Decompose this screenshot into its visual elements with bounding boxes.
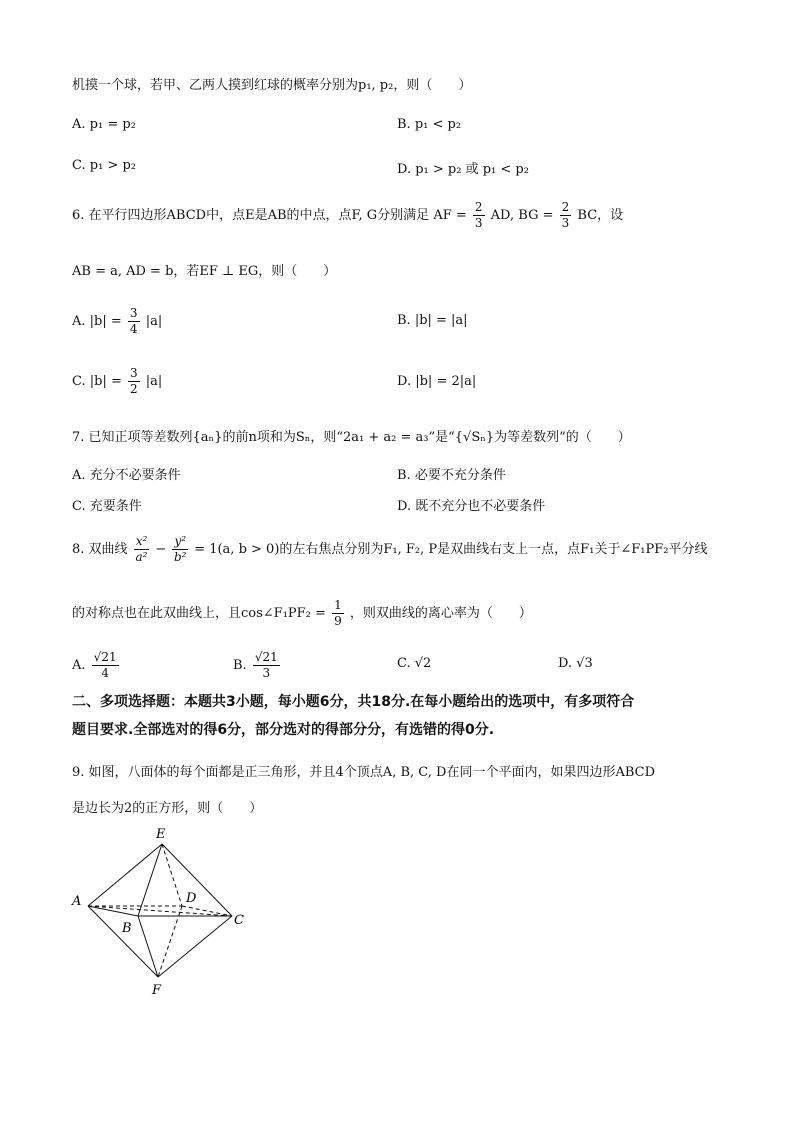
edge-ed xyxy=(162,844,182,906)
octahedron-figure xyxy=(60,820,260,1000)
q6-c-prefix: C. |b| = xyxy=(72,374,126,389)
edge-ac xyxy=(88,906,232,916)
q8-line2-pre: 的对称点也在此双曲线上，且cos∠F₁PF₂ = xyxy=(72,606,326,621)
edge-cf xyxy=(158,916,232,977)
q5-option-c[interactable]: C. p₁ > p₂ xyxy=(72,158,136,173)
q6-a-prefix: A. |b| = xyxy=(72,314,126,329)
label-d: D xyxy=(186,891,197,906)
edge-eb xyxy=(138,844,162,916)
q8-a-label: A. xyxy=(72,658,86,673)
q8-cos-num: 1 xyxy=(334,598,342,612)
q7-option-c[interactable]: C. 充要条件 xyxy=(72,499,142,514)
q8-minus: − xyxy=(155,542,167,557)
q8-fraction-cos xyxy=(332,598,344,629)
q5-option-b[interactable]: B. p₁ < p₂ xyxy=(397,117,462,132)
edge-ab xyxy=(88,906,138,916)
q8-frac-x-num: x² xyxy=(135,534,148,548)
q6-c-num: 3 xyxy=(130,366,138,380)
q7-option-d[interactable]: D. 既不充分也不必要条件 xyxy=(397,499,546,514)
q9-line2: 是边长为2的正方形，则（ ） xyxy=(72,801,263,816)
q8-option-a[interactable] xyxy=(72,650,121,681)
q8-cos-den: 9 xyxy=(334,614,342,628)
q6-a-fraction xyxy=(128,306,140,337)
q6-option-d[interactable]: D. |b| = 2|a| xyxy=(397,374,477,389)
q8-frac-y-num: y² xyxy=(174,534,187,548)
q8-option-b[interactable] xyxy=(233,650,282,681)
q8-frac-x-den: a² xyxy=(135,550,148,564)
q8-option-c[interactable]: C. √2 xyxy=(397,656,432,671)
edge-df xyxy=(158,906,182,977)
section2-header xyxy=(72,688,722,744)
q6-af-label: AF = xyxy=(433,208,471,223)
q6-option-a[interactable] xyxy=(72,306,162,337)
section2-line2: 题目要求.全部选对的得6分，部分选对的得部分分，有选错的得0分. xyxy=(72,722,495,738)
q8-stem-start: 8. 双曲线 xyxy=(72,542,128,557)
q6-option-c[interactable] xyxy=(72,366,162,397)
q5-stem: 机摸一个球，若甲、乙两人摸到红球的概率分别为p₁, p₂，则（ ） xyxy=(72,78,472,93)
q6-frac-num-1: 2 xyxy=(474,200,483,214)
q6-frac-den-1: 3 xyxy=(474,216,483,230)
q8-b-fraction xyxy=(253,650,280,681)
edge-ea xyxy=(88,844,162,906)
q7-option-b[interactable]: B. 必要不充分条件 xyxy=(397,468,506,483)
q5-option-a[interactable]: A. p₁ = p₂ xyxy=(72,117,136,132)
q6-fraction-af xyxy=(473,200,485,231)
q8-b-den: 3 xyxy=(262,666,271,680)
q6-line1 xyxy=(72,200,623,231)
q6-a-den: 4 xyxy=(129,322,138,336)
q6-frac-num-2: 2 xyxy=(561,200,570,214)
q8-b-num: √21 xyxy=(254,650,278,664)
edge-af xyxy=(88,906,158,977)
q8-frac-y-den: b² xyxy=(174,550,187,564)
q6-c-fraction xyxy=(128,366,140,397)
label-a: A xyxy=(72,894,82,909)
q6-stem-start: 6. 在平行四边形ABCD中，点E是AB的中点，点F, G分别满足 xyxy=(72,208,430,223)
label-c: C xyxy=(234,913,244,928)
label-f: F xyxy=(152,983,162,998)
q6-a-suffix: |a| xyxy=(145,314,163,329)
q6-c-den: 2 xyxy=(130,382,138,396)
q8-fraction-x xyxy=(134,534,150,565)
q6-c-suffix: |a| xyxy=(145,374,163,389)
q6-line2: AB = a, AD = b，若EF ⊥ EG，则（ ） xyxy=(72,264,337,279)
q6-ad-bg-label: AD, BG = xyxy=(490,208,558,223)
q8-a-fraction xyxy=(92,650,119,681)
q8-line1 xyxy=(72,534,707,565)
q5-option-d[interactable]: D. p₁ > p₂ 或 p₁ < p₂ xyxy=(397,162,529,177)
q8-option-d[interactable]: D. √3 xyxy=(558,656,593,671)
q9-line1: 9. 如图，八面体的每个面都是正三角形，并且4个顶点A, B, C, D在同一个平面内，如果四边形ABCD xyxy=(72,765,656,780)
section2-line1: 二、多项选择题：本题共3小题，每小题6分，共18分.在每小题给出的选项中，有多项符合 xyxy=(72,694,635,710)
q6-frac-den-2: 3 xyxy=(561,216,570,230)
q6-bc-label: BC，设 xyxy=(577,208,624,223)
q8-line2-post: ，则双曲线的离心率为（ ） xyxy=(349,606,532,621)
q7-stem: 7. 已知正项等差数列{aₙ}的前n项和为Sₙ，则“2a₁ + a₂ = a₃”是“{√Sₙ}为等差数列”的（ ） xyxy=(72,430,631,445)
q8-stem-mid: = 1(a, b > 0)的左右焦点分别为F₁, F₂, P是双曲线右支上一点，点F₁关于∠F₁PF₂平分线 xyxy=(194,542,708,557)
label-e: E xyxy=(156,827,166,842)
q7-option-a[interactable]: A. 充分不必要条件 xyxy=(72,468,181,483)
q6-fraction-bg xyxy=(560,200,572,231)
q8-a-num: √21 xyxy=(93,650,117,664)
q8-fraction-y xyxy=(172,534,188,565)
q6-a-num: 3 xyxy=(129,306,138,320)
edge-bf xyxy=(138,916,158,977)
label-b: B xyxy=(122,921,132,936)
q8-line2 xyxy=(72,598,532,629)
q6-option-b[interactable]: B. |b| = |a| xyxy=(397,313,468,328)
edge-ec xyxy=(162,844,232,916)
q8-a-den: 4 xyxy=(101,666,109,680)
q8-b-label: B. xyxy=(233,658,247,673)
